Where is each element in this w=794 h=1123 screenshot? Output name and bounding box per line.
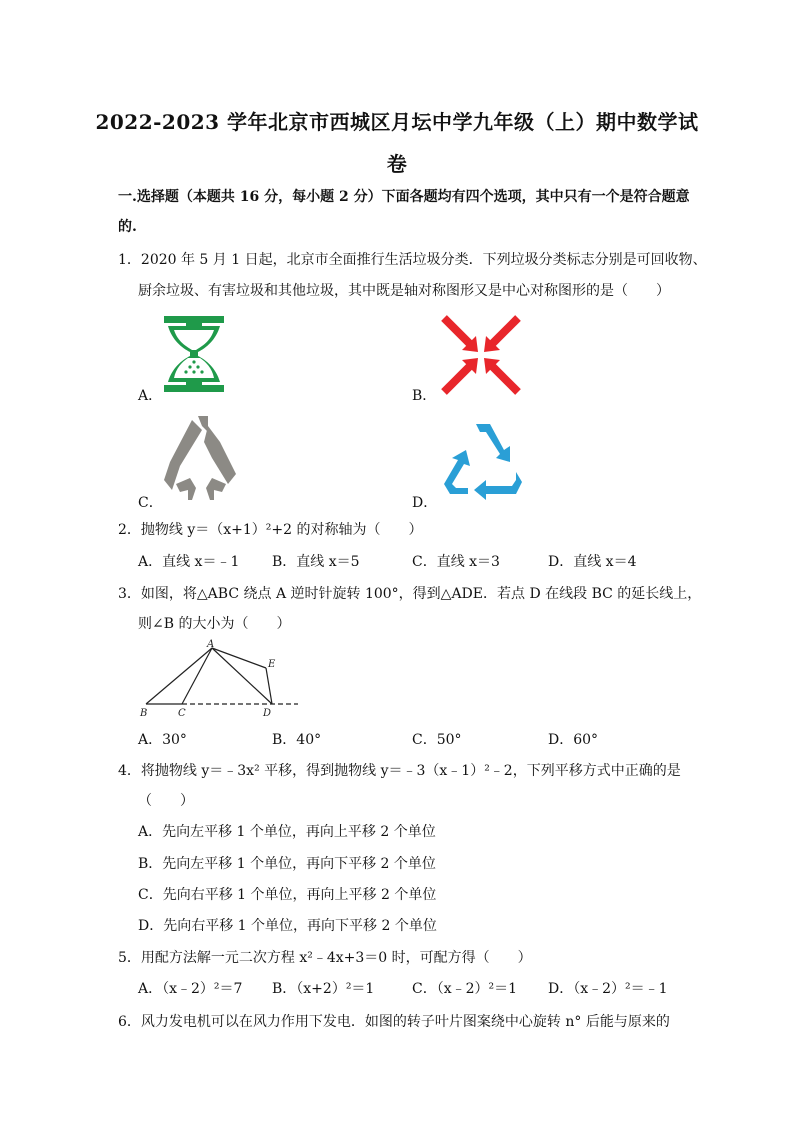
q1-stem-l1: 1．2020 年 5 月 1 日起，北京市全面推行生活垃圾分类．下列垃圾分类标志分别是可回收物、 (118, 252, 707, 268)
q1-option-c-label: C． (138, 495, 163, 511)
q1-option-a-label: A． (138, 388, 163, 404)
q1-option-b-label: B． (412, 388, 437, 404)
other-waste-symbol-icon (162, 412, 240, 502)
q5-option-a: A．（x﹣2）²＝7 (138, 981, 243, 997)
q2-stem: 2．抛物线 y＝（x+1）²+2 的对称轴为（ ） (118, 522, 423, 538)
q5-option-c: C．（x﹣2）²＝1 (412, 981, 518, 997)
q5-option-d: D．（x﹣2）²＝﹣1 (548, 981, 668, 997)
section1-heading-l2: 的. (118, 219, 137, 235)
section1-heading-l1: 一.选择题（本题共 16 分，每小题 2 分）下面各题均有四个选项，其中只有一个是符合题意 (118, 189, 690, 205)
q2-option-a: A．直线 x＝﹣1 (138, 554, 240, 570)
q5-option-b: B．（x+2）²＝1 (272, 981, 375, 997)
q3-option-a: A．30° (138, 732, 187, 748)
q3-label-e: E (268, 659, 276, 670)
q3-stem-l1: 3．如图，将△ABC 绕点 A 逆时针旋转 100°，得到△ADE．若点 D 在线段 BC 的延长线上， (118, 586, 702, 602)
q5-stem: 5．用配方法解一元二次方程 x²﹣4x+3＝0 时，可配方得（ ） (118, 950, 532, 966)
q3-option-b: B．40° (272, 732, 322, 748)
q4-option-b: B．先向左平移 1 个单位，再向下平移 2 个单位 (138, 856, 436, 872)
doc-title-line1: 2022-2023 学年北京市西城区月坛中学九年级（上）期中数学试 (95, 110, 699, 134)
q4-stem-l2: （ ） (138, 793, 194, 809)
q3-label-c: C (178, 708, 186, 719)
q4-option-c: C．先向右平移 1 个单位，再向上平移 2 个单位 (138, 887, 437, 903)
hazardous-waste-arrows-icon (438, 312, 524, 398)
q3-label-d: D (263, 708, 272, 719)
doc-title-line2: 卷 (386, 152, 408, 176)
q3-label-a: A (207, 639, 215, 650)
q2-option-d: D．直线 x＝4 (548, 554, 637, 570)
kitchen-waste-symbol-icon (160, 312, 228, 396)
q6-stem-l1: 6．风力发电机可以在风力作用下发电．如图的转子叶片图案绕中心旋转 n° 后能与原来的 (118, 1014, 670, 1030)
q4-stem-l1: 4．将抛物线 y＝﹣3x² 平移，得到抛物线 y＝﹣3（x﹣1）²﹣2，下列平移方式中正确的是 (118, 763, 681, 779)
q2-option-b: B．直线 x＝5 (272, 554, 360, 570)
q3-rotation-figure (136, 638, 306, 720)
q3-stem-l2: 则∠B 的大小为（ ） (138, 616, 291, 632)
q3-option-c: C．50° (412, 732, 462, 748)
q2-option-c: C．直线 x＝3 (412, 554, 500, 570)
recyclable-symbol-icon (440, 418, 526, 500)
q3-label-b: B (140, 708, 148, 719)
q1-stem-l2: 厨余垃圾、有害垃圾和其他垃圾，其中既是轴对称图形又是中心对称图形的是（ ） (138, 283, 670, 299)
q1-option-d-label: D． (412, 495, 438, 511)
q4-option-a: A．先向左平移 1 个单位，再向上平移 2 个单位 (138, 824, 436, 840)
q3-option-d: D．60° (548, 732, 599, 748)
q4-option-d: D．先向右平移 1 个单位，再向下平移 2 个单位 (138, 918, 437, 934)
